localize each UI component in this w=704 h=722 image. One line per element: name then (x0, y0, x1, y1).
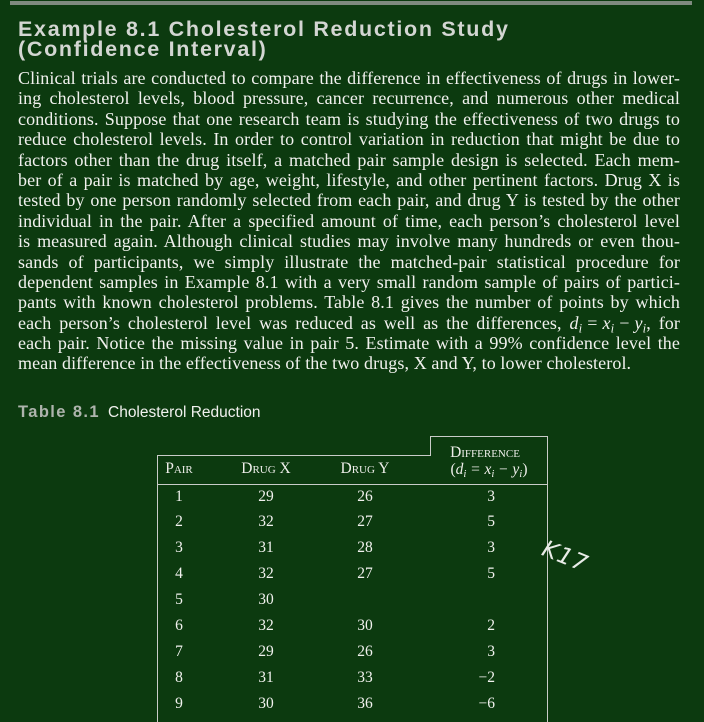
difference-cell: 3 (487, 539, 495, 556)
difference-cell: 3 (487, 643, 495, 660)
paragraph-line: each pair. Notice the missing value in pair 5. Estimate with a 99% confidence level the (18, 333, 680, 354)
drug-x-cell: 30 (258, 591, 274, 608)
table-top-rule (157, 455, 431, 456)
math-variable-y: y (512, 461, 520, 478)
difference-formula (429, 461, 549, 479)
math-subscript-i: i (519, 468, 523, 481)
drug-x-cell: 31 (258, 669, 274, 686)
paragraph-line: individual in the pair. After a specified amount of time, each person’s cholesterol level (18, 210, 680, 231)
table-row (0, 564, 704, 584)
pair-cell: 5 (175, 591, 183, 608)
drug-y-cell: 27 (357, 513, 373, 530)
drug-x-cell: 32 (258, 565, 274, 582)
drug-y-cell: 33 (357, 669, 373, 686)
table-row (0, 694, 704, 714)
formula-close-paren: ) (522, 461, 528, 478)
math-subscript-i: i (491, 468, 495, 481)
table-row (0, 538, 704, 558)
drug-x-cell: 32 (258, 617, 274, 634)
paragraph-line: factors other than the drug itself, a matched pair sample design is selected. Each mem- (18, 149, 680, 170)
paragraph-text: , for (646, 312, 680, 333)
formula-open-paren: ( (450, 461, 456, 478)
drug-y-cell: 27 (357, 565, 373, 582)
handwritten-annotation: K17 (538, 536, 592, 578)
paragraph-line: sands of participants, we simply illustrate the matched-pair statistical procedure for (18, 251, 680, 272)
paragraph-line: dependent samples in Example 8.1 with a very small random sample of pairs of partici- (18, 271, 680, 292)
math-minus-sign: − (619, 312, 630, 333)
paragraph-line: Clinical trials are conducted to compare the difference in effectiveness of drugs in lower- (18, 68, 680, 88)
paragraph-line: ing cholesterol levels, blood pressure, cancer recurrence, and numerous other medical (18, 88, 680, 109)
paragraph-line: ber of a pair is matched by age, weight, lifestyle, and other pertinent factors. Drug X is (18, 169, 680, 190)
drug-x-cell: 30 (258, 695, 274, 712)
math-minus-sign: − (499, 461, 508, 478)
pair-cell: 9 (175, 695, 183, 712)
drug-x-cell: 29 (258, 643, 274, 660)
table-caption-text: Cholesterol Reduction (108, 404, 261, 421)
math-variable-d: d (455, 461, 464, 478)
math-equals-sign: = (587, 312, 598, 333)
drug-x-cell: 29 (258, 488, 274, 505)
table-caption (18, 402, 261, 423)
paragraph-text: each person’s cholesterol level was reduced as well as the differences, (18, 312, 570, 333)
math-subscript-i: i (642, 321, 647, 336)
column-header-difference: Difference (450, 444, 520, 461)
column-header-pair: Pair (165, 460, 193, 477)
math-variable-d: d (569, 312, 579, 333)
math-subscript-i: i (610, 321, 615, 336)
math-equals-sign: = (471, 461, 480, 478)
drug-y-cell: 26 (357, 643, 373, 660)
paragraph-line: tested by one person randomly selected from each pair, and drug Y is tested by the other (18, 190, 680, 211)
pair-cell: 3 (175, 539, 183, 556)
table-top-rule-difference (430, 436, 548, 437)
math-variable-x: x (602, 312, 611, 333)
drug-x-cell: 31 (258, 539, 274, 556)
difference-cell: −6 (478, 695, 495, 712)
pair-cell: 7 (175, 643, 183, 660)
difference-cell: −2 (478, 669, 495, 686)
table-row (0, 616, 704, 636)
math-variable-y: y (634, 312, 643, 333)
column-header-drug-y: Drug Y (340, 460, 390, 477)
table-label: Table 8.1 (18, 403, 100, 421)
pair-cell: 8 (175, 669, 183, 686)
drug-x-cell: 32 (258, 513, 274, 530)
paragraph-line-last: mean difference in the effectiveness of the two drugs, X and Y, to lower cholesterol. (18, 353, 632, 374)
math-subscript-i: i (463, 468, 467, 481)
paragraph-line: pants with known cholesterol problems. Table 8.1 gives the number of points by which (18, 292, 680, 313)
paragraph-line: reduce cholesterol levels. In order to control variation in reduction that might be due to (18, 129, 680, 150)
paragraph-line: is measured again. Although clinical studies may involve many hundreds or even thou- (18, 231, 680, 252)
example-title-line: Example 8.1 Cholesterol Reduction Study (18, 17, 510, 41)
column-header-drug-x: Drug X (241, 460, 291, 477)
table-row (0, 668, 704, 688)
drug-y-cell: 36 (357, 695, 373, 712)
paragraph-line: conditions. Suppose that one research team is studying the effectiveness of two drugs to (18, 108, 680, 129)
table-row (0, 590, 704, 610)
math-subscript-i: i (578, 321, 583, 336)
top-divider-bar (10, 1, 692, 5)
table-header-rule (157, 484, 548, 485)
example-subtitle-line: (Confidence Interval) (18, 37, 268, 61)
example-title (18, 19, 510, 59)
drug-y-cell: 30 (357, 617, 373, 634)
pair-cell: 2 (175, 513, 183, 530)
difference-cell: 5 (487, 565, 495, 582)
pair-cell: 4 (175, 565, 183, 582)
table-row (0, 512, 704, 532)
pair-cell: 1 (175, 488, 183, 505)
example-body-paragraph (18, 68, 680, 374)
drug-y-cell: 26 (357, 488, 373, 505)
pair-cell: 6 (175, 617, 183, 634)
drug-y-cell: 28 (357, 539, 373, 556)
table-row (0, 487, 704, 507)
difference-cell: 2 (487, 617, 495, 634)
table-row (0, 642, 704, 662)
math-variable-x: x (484, 461, 492, 478)
difference-cell: 5 (487, 513, 495, 530)
difference-cell: 3 (487, 488, 495, 505)
paragraph-line-with-formula (18, 312, 680, 336)
